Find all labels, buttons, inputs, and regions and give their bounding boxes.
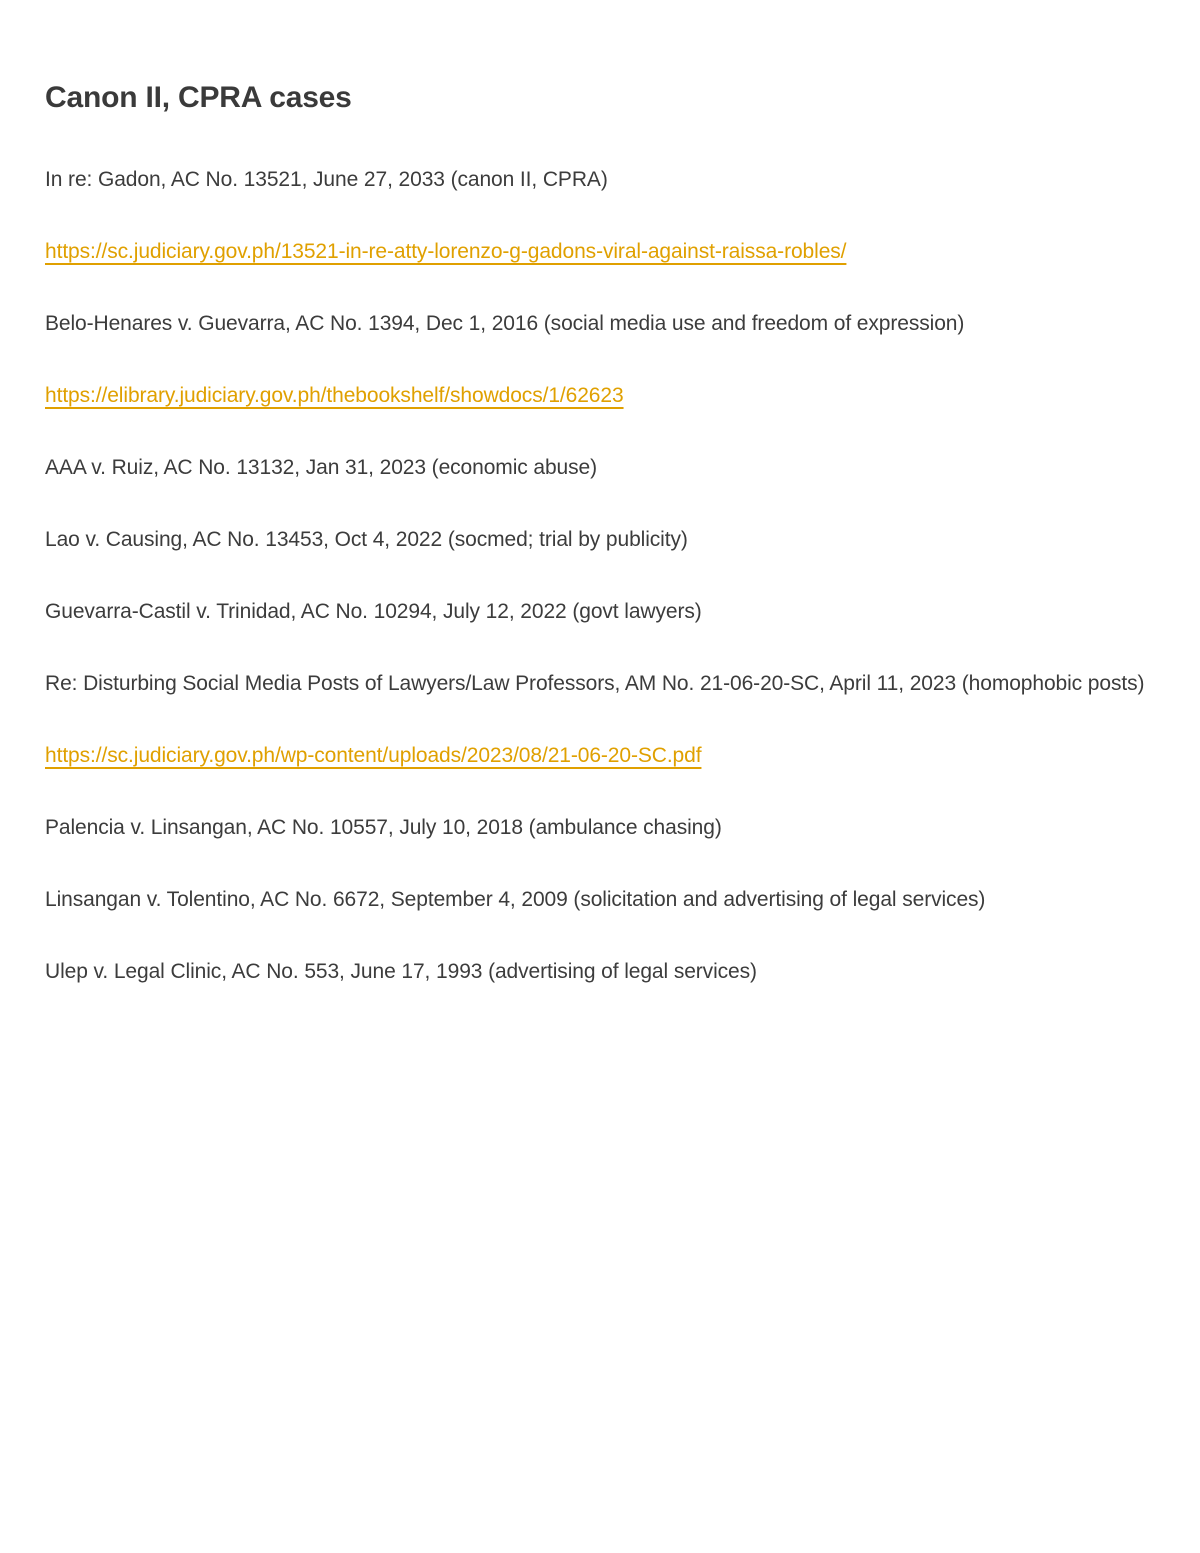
case-citation-text: AAA v. Ruiz, AC No. 13132, Jan 31, 2023 (economic abuse)	[45, 456, 597, 479]
case-citation	[45, 450, 1155, 486]
case-citation-text: Palencia v. Linsangan, AC No. 10557, July 10, 2018 (ambulance chasing)	[45, 816, 722, 839]
case-citation	[45, 162, 1155, 198]
case-citation	[45, 810, 1155, 846]
case-citation-text: Guevarra-Castil v. Trinidad, AC No. 10294, July 12, 2022 (govt lawyers)	[45, 600, 702, 623]
case-citation	[45, 594, 1155, 630]
case-citation-text: In re: Gadon, AC No. 13521, June 27, 2033 (canon II, CPRA)	[45, 168, 608, 191]
case-list	[45, 162, 1155, 990]
case-link[interactable]: https://sc.judiciary.gov.ph/wp-content/uploads/2023/08/21-06-20-SC.pdf	[45, 744, 702, 767]
case-link[interactable]: https://sc.judiciary.gov.ph/13521-in-re-atty-lorenzo-g-gadons-viral-against-raissa-robles/	[45, 240, 847, 263]
case-link-item	[45, 234, 1155, 270]
case-citation-text: Ulep v. Legal Clinic, AC No. 553, June 17, 1993 (advertising of legal services)	[45, 960, 757, 983]
case-citation	[45, 522, 1155, 558]
case-citation-text: Re: Disturbing Social Media Posts of Lawyers/Law Professors, AM No. 21-06-20-SC, April 11, 2023 (homophobic posts)	[45, 672, 1145, 695]
case-link-item	[45, 738, 1155, 774]
case-citation	[45, 306, 1155, 342]
case-citation-text: Belo-Henares v. Guevarra, AC No. 1394, Dec 1, 2016 (social media use and freedom of expression)	[45, 312, 965, 335]
document-page	[45, 78, 1155, 1026]
case-link[interactable]: https://elibrary.judiciary.gov.ph/thebookshelf/showdocs/1/62623	[45, 384, 624, 407]
case-citation	[45, 882, 1155, 918]
case-link-item	[45, 378, 1155, 414]
case-citation	[45, 666, 1155, 702]
page-title: Canon II, CPRA cases	[45, 81, 352, 114]
case-citation-text: Lao v. Causing, AC No. 13453, Oct 4, 2022 (socmed; trial by publicity)	[45, 528, 688, 551]
case-citation-text: Linsangan v. Tolentino, AC No. 6672, September 4, 2009 (solicitation and advertising of legal services)	[45, 888, 986, 911]
case-citation	[45, 954, 1155, 990]
